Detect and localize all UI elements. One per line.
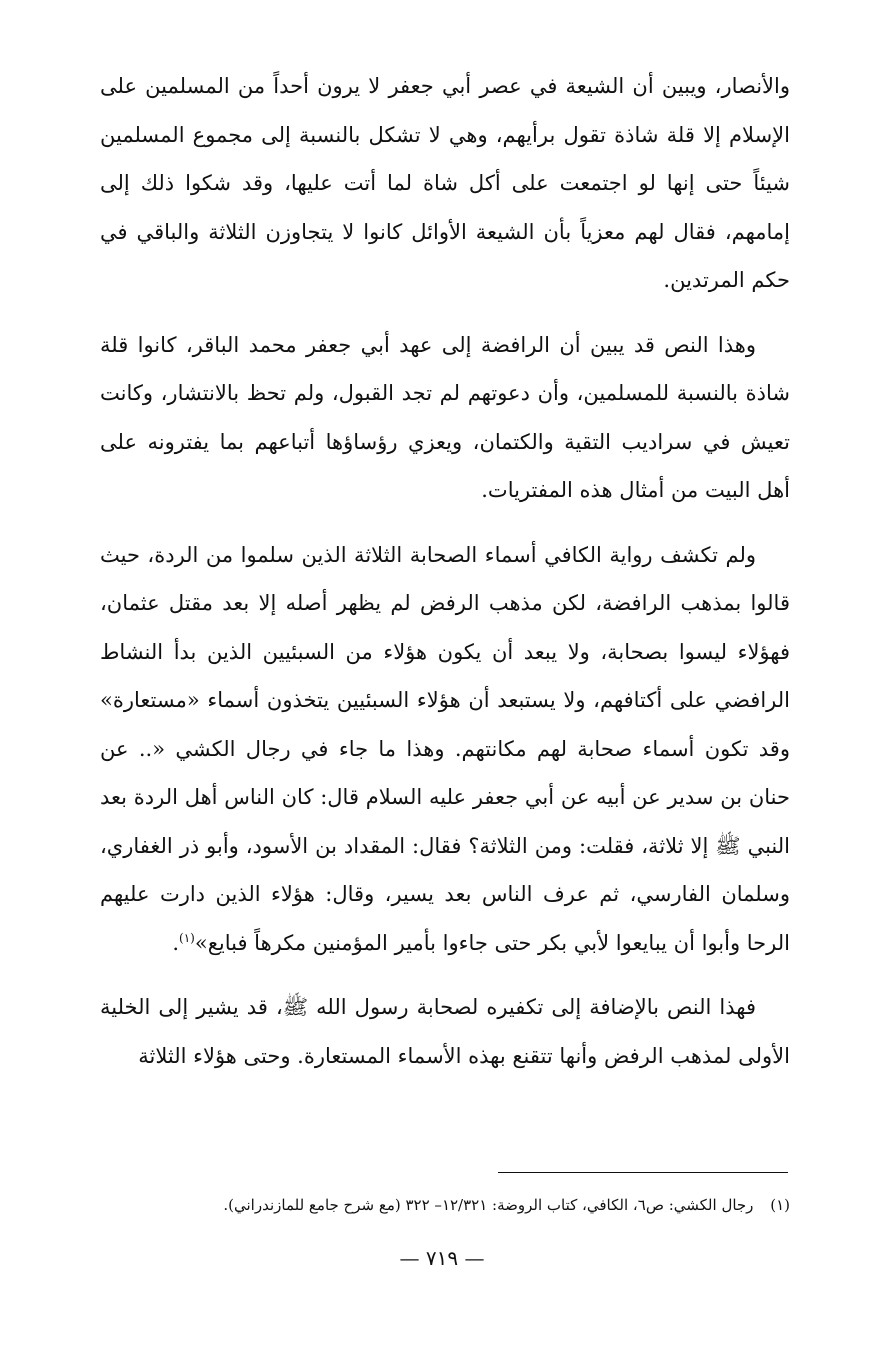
body-text (100, 62, 790, 1096)
footnote-number: (١) (770, 1196, 790, 1214)
footnote-divider (498, 1172, 788, 1173)
paragraph-3 (100, 531, 790, 968)
footnote-reference: (١) (179, 930, 195, 945)
footnote (100, 1192, 790, 1218)
paragraph-3-end: . (172, 930, 180, 955)
footnote-text: رجال الكشي: ص٦، الكافي، كتاب الروضة: ١٢/٣٢١– ٣٢٢ (مع شرح جامع للمازندراني). (223, 1196, 754, 1214)
paragraph-1: والأنصار، ويبين أن الشيعة في عصر أبي جعفر لا يرون أحداً من المسلمين على الإسلام إلا قلة شاذة تقول برأيهم، وهي لا تشكل بالنسبة إلى مجموع المسلمين شيئاً حتى إنها لو اجتمعت على أكل شاة لما أتت عليها، وقد شكوا ذلك إلى إمامهم، فقال لهم معزياً بأن الشيعة الأوائل كانوا لا يتجاوزن الثلاثة والباقي في حكم المرتدين. (100, 74, 790, 292)
paragraph-3-text: ولم تكشف رواية الكافي أسماء الصحابة الثلاثة الذين سلموا من الردة، حيث قالوا بمذهب الرافضة، لكن مذهب الرفض لم يظهر أصله إلا بعد مقتل عثمان، فهؤلاء ليسوا بصحابة، ولا يبعد أن يكون هؤلاء من السبئيين الذين بدأ النشاط الرافضي على أكتافهم، ولا يستبعد أن هؤلاء السبئيين يتخذون أسماء «مستعارة» وقد تكون أسماء صحابة لهم مكانتهم. وهذا ما جاء في رجال الكشي «.. عن حنان بن سدير عن أبيه عن أبي جعفر عليه السلام قال: كان الناس أهل الردة بعد النبي ﷺ إلا ثلاثة، فقلت: ومن الثلاثة؟ فقال: المقداد بن الأسود، وأبو ذر الغفاري، وسلمان الفارسي، ثم عرف الناس بعد يسير، وقال: هؤلاء الذين دارت عليهم الرحا وأبوا أن يبايعوا لأبي بكر حتى جاءوا بأمير المؤمنين مكرهاً فبايع» (100, 542, 790, 955)
paragraph-2: وهذا النص قد يبين أن الرافضة إلى عهد أبي جعفر محمد الباقر، كانوا قلة شاذة بالنسبة للمسلمين، وأن دعوتهم لم تجد القبول، ولم تحظ بالانتشار، وكانت تعيش في سراديب التقية والكتمان، ويعزي رؤساؤها أتباعهم بما يفترونه على أهل البيت من أمثال هذه المفتريات. (100, 332, 790, 502)
page-number: — ٧١٩ — (399, 1246, 485, 1270)
paragraph-4: فهذا النص بالإضافة إلى تكفيره لصحابة رسول الله ﷺ، قد يشير إلى الخلية الأولى لمذهب الرفض وأنها تتقنع بهذه الأسماء المستعارة. وحتى هؤلاء الثلاثة (100, 995, 790, 1068)
